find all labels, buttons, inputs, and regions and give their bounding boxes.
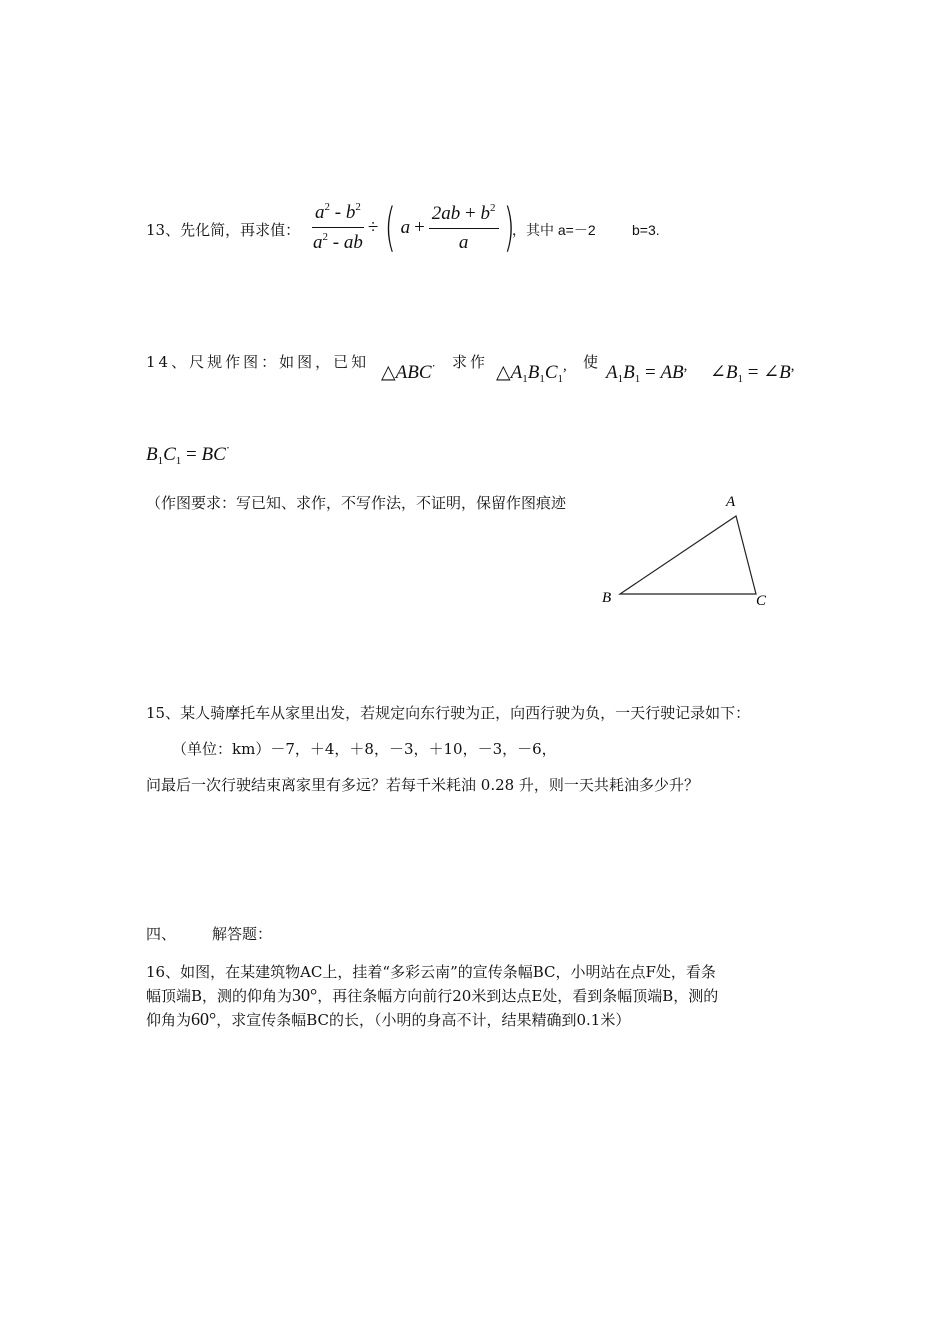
vertex-b-label: B [602, 590, 612, 606]
q16-line3: 仰角为60°，求宣传条幅BC的长，（小明的身高不计，结果精确到0.1米） [146, 1009, 631, 1029]
q13-a: a [400, 216, 411, 238]
q14-triangle-figure [596, 486, 782, 612]
q13-plus: + [414, 216, 425, 238]
q14-label: 14、尺规作图：如图，已知 [146, 353, 370, 371]
q14-requirement: （作图要求：写已知、求作，不写作法，不证明，保留作图痕迹 [146, 494, 567, 512]
q13-b-value: b=3. [632, 222, 660, 238]
q14-triangle-abc: △ABC· [381, 358, 436, 383]
q16-angle-30: 30° [292, 985, 318, 1005]
q14-eq1: $A_1B_1 = AB^,$ [606, 358, 688, 385]
q13-expression [310, 197, 519, 258]
triangle-abc-shape [620, 516, 756, 594]
q14-shi: 使 [583, 353, 599, 371]
q13-label: 13、先化简，再求值： [146, 221, 301, 239]
vertex-a-label: A [726, 494, 736, 510]
vertex-c-label: C [756, 593, 767, 609]
q16-angle-60: 60° [191, 1009, 217, 1029]
q13-fraction-1: $\frac{a^2 - b^2}{a^2 - ab}$ [313, 201, 363, 253]
q14-eq3: $B_1C_1 = BC^\cdot$ [146, 440, 231, 467]
q15-line3: 问最后一次行驶结束离家里有多远？若每千米耗油 0.28 升，则一天共耗油多少升？ [146, 776, 699, 794]
q16-line2: 幅顶端B，测的仰角为30°，再往条幅方向前行20米到达点E处，看到条幅顶端B，测的 [146, 985, 719, 1005]
q14-eq2: $\angle B_1$ = ∠B, [710, 358, 795, 385]
q15-line1: 15、某人骑摩托车从家里出发，若规定向东行驶为正，向西行驶为负，一天行驶记录如下： [146, 704, 751, 722]
section4-number: 四、 [146, 925, 177, 943]
q13-right-paren: ) [503, 197, 515, 258]
section4-title: 解答题： [212, 925, 273, 943]
q13-divide-sign: ÷ [367, 216, 379, 238]
q15-line2: （单位：km）－7，＋4，＋8，－3，＋10，－3，－6， [172, 740, 557, 758]
q13-tail: ，其中 a=－2 [512, 222, 596, 238]
q13-left-paren: ( [384, 197, 396, 258]
q16-line1: 16、如图，在某建筑物AC上，挂着“多彩云南”的宣传条幅BC，小明站在点F处，看条 [146, 963, 716, 981]
q14-qiuzuo: 求作 [452, 353, 489, 371]
q14-triangle-a1b1c1: $\triangle A_1B_1C_1^,$ [496, 358, 567, 385]
q13-fraction-2: $\frac{2ab + b^2}{a}$ [429, 202, 499, 254]
